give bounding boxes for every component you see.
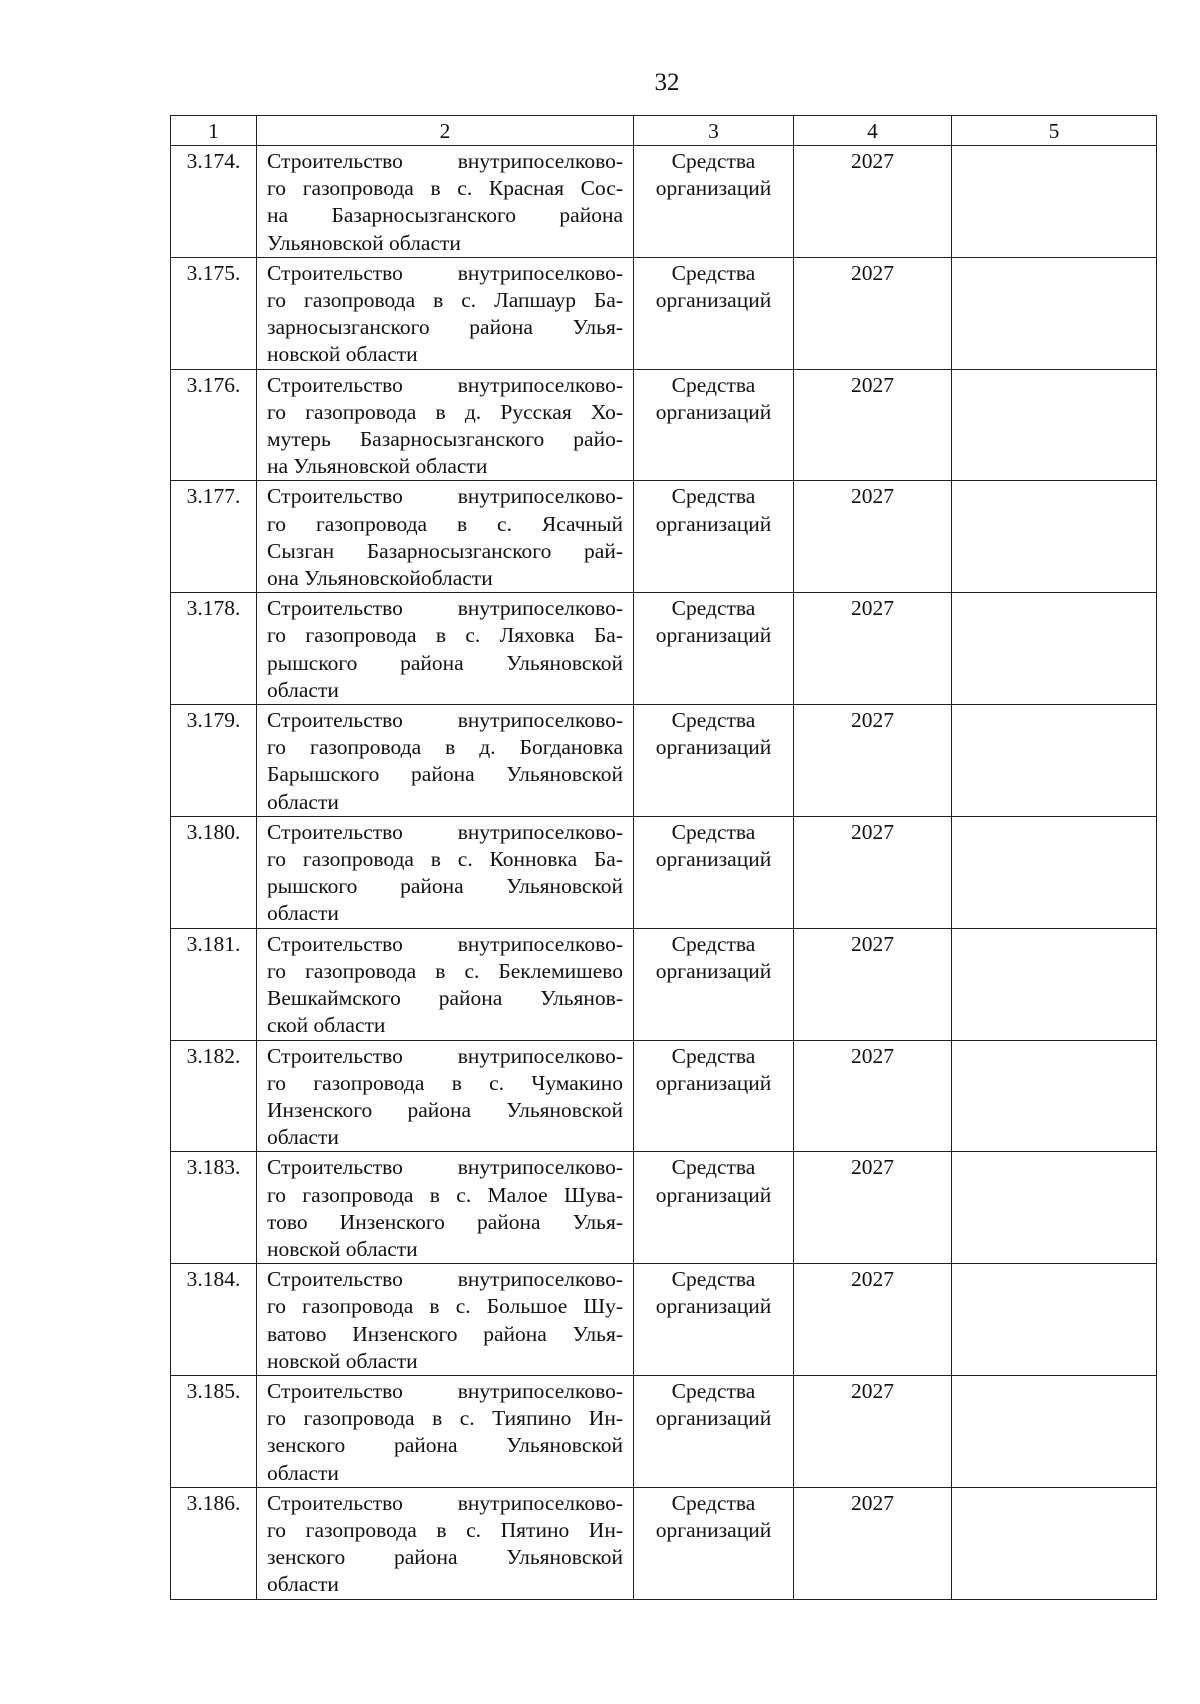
object-name-line: новской области	[267, 1236, 418, 1261]
object-name-line: ватово Инзенского района Улья-	[267, 1321, 623, 1346]
funding-source	[634, 481, 794, 593]
object-name-line: зенского района Ульяновской	[267, 1433, 623, 1458]
object-name-line: Строительство внутрипоселково-	[267, 1043, 623, 1068]
year: 2027	[794, 816, 952, 928]
object-name-line: го газопровода в с. Ясачный	[267, 511, 623, 536]
funding-source	[634, 369, 794, 481]
funding-source	[634, 1264, 794, 1376]
object-name-line: области	[267, 1460, 339, 1485]
funding-source	[634, 816, 794, 928]
object-name-line: области	[267, 677, 339, 702]
object-name	[257, 1040, 634, 1152]
year: 2027	[794, 1375, 952, 1487]
funding-source-line: Средства	[671, 1490, 756, 1515]
table-row	[171, 705, 1157, 817]
object-name-line: новской области	[267, 342, 418, 367]
row-number: 3.175.	[171, 257, 257, 369]
funding-source	[634, 146, 794, 258]
object-name-line: Строительство внутрипоселково-	[267, 372, 623, 397]
funding-source-line: Средства	[671, 484, 756, 509]
funding-source-line: Средства	[671, 149, 756, 173]
object-name-line: го газопровода в д. Русская Хо-	[267, 399, 623, 424]
row-number: 3.174.	[171, 146, 257, 258]
header-col-2: 2	[257, 116, 634, 146]
column-5-cell	[952, 146, 1157, 258]
funding-source-line: организаций	[655, 399, 772, 424]
page-number: 32	[654, 69, 680, 96]
object-name-line: на Ульяновской области	[267, 454, 488, 479]
row-number: 3.183.	[171, 1152, 257, 1264]
column-5-cell	[952, 1487, 1157, 1599]
object-name-line: области	[267, 789, 339, 814]
table-row	[171, 928, 1157, 1040]
object-name-line: го газопровода в с. Ляховка Ба-	[267, 623, 623, 648]
object-name-line: Барышского района Ульяновской	[267, 762, 623, 787]
header-row	[171, 116, 1157, 146]
funding-source	[634, 928, 794, 1040]
object-name-line: Вешкаймского района Ульянов-	[267, 986, 623, 1011]
year: 2027	[794, 1264, 952, 1376]
object-name-line: го газопровода в с. Тияпино Ин-	[267, 1406, 623, 1431]
row-number: 3.184.	[171, 1264, 257, 1376]
object-name-line: го газопровода в д. Богдановка	[267, 735, 623, 760]
object-name	[257, 146, 634, 258]
object-name-line: новской области	[267, 1348, 418, 1373]
funding-source-line: Средства	[671, 1155, 756, 1180]
object-name	[257, 593, 634, 705]
funding-source-line: Средства	[671, 819, 756, 844]
object-name-line: области	[267, 901, 339, 926]
funding-source	[634, 1487, 794, 1599]
funding-source-line: организаций	[655, 176, 772, 201]
header-col-5: 5	[952, 116, 1157, 146]
column-5-cell	[952, 593, 1157, 705]
header-col-4: 4	[794, 116, 952, 146]
row-number: 3.177.	[171, 481, 257, 593]
row-number: 3.181.	[171, 928, 257, 1040]
column-5-cell	[952, 1264, 1157, 1376]
row-number: 3.182.	[171, 1040, 257, 1152]
year: 2027	[794, 146, 952, 258]
object-name-line: зенского района Ульяновской	[267, 1545, 623, 1570]
funding-source-line: Средства	[671, 1267, 756, 1292]
funding-source-line: организаций	[655, 1517, 772, 1542]
object-name	[257, 816, 634, 928]
object-name-line: Сызган Базарносызганского рай-	[267, 538, 623, 563]
object-name-line: Строительство внутрипоселково-	[267, 819, 623, 844]
object-name-line: рышского района Ульяновской	[267, 874, 623, 899]
object-name-line: ской области	[267, 1013, 386, 1038]
object-name-line: на Базарносызганского района	[267, 203, 623, 228]
object-name	[257, 369, 634, 481]
row-number: 3.178.	[171, 593, 257, 705]
object-name-line: Строительство внутрипоселково-	[267, 1155, 623, 1180]
funding-source-line: Средства	[671, 596, 756, 621]
object-name-line: Инзенского района Ульяновской	[267, 1097, 623, 1122]
object-name-line: го газопровода в с. Большое Шу-	[267, 1294, 623, 1319]
object-name-line: зарносызганского района Улья-	[267, 315, 623, 340]
year: 2027	[794, 1487, 952, 1599]
year: 2027	[794, 257, 952, 369]
object-name	[257, 1375, 634, 1487]
object-name-line: тово Инзенского района Улья-	[267, 1209, 623, 1234]
funding-source-line: организаций	[655, 1070, 772, 1095]
funding-source	[634, 1040, 794, 1152]
year: 2027	[794, 928, 952, 1040]
object-name	[257, 257, 634, 369]
object-name-line: го газопровода в с. Красная Сос-	[267, 176, 623, 201]
funding-source	[634, 705, 794, 817]
year: 2027	[794, 1040, 952, 1152]
year: 2027	[794, 705, 952, 817]
object-name	[257, 705, 634, 817]
table-row	[171, 257, 1157, 369]
object-name-line: го газопровода в с. Конновка Ба-	[267, 847, 623, 872]
row-number: 3.176.	[171, 369, 257, 481]
column-5-cell	[952, 257, 1157, 369]
year: 2027	[794, 593, 952, 705]
object-name-line: го газопровода в с. Пятино Ин-	[267, 1517, 623, 1542]
funding-source-line: организаций	[655, 847, 772, 872]
object-name	[257, 481, 634, 593]
table-row	[171, 1375, 1157, 1487]
table-row	[171, 1040, 1157, 1152]
object-name-line: Строительство внутрипоселково-	[267, 1267, 623, 1292]
funding-source-line: Средства	[671, 1043, 756, 1068]
header-col-3: 3	[634, 116, 794, 146]
object-name-line: го газопровода в с. Беклемишево	[267, 958, 623, 983]
object-name-line: Строительство внутрипоселково-	[267, 708, 623, 733]
program-table	[170, 115, 1157, 1600]
row-number: 3.185.	[171, 1375, 257, 1487]
object-name-line: го газопровода в с. Чумакино	[267, 1070, 623, 1095]
funding-source	[634, 1152, 794, 1264]
object-name-line: Строительство внутрипоселково-	[267, 1490, 623, 1515]
table-row	[171, 1152, 1157, 1264]
column-5-cell	[952, 705, 1157, 817]
table-row	[171, 816, 1157, 928]
table-row	[171, 1264, 1157, 1376]
funding-source	[634, 257, 794, 369]
column-5-cell	[952, 1040, 1157, 1152]
object-name-line: области	[267, 1572, 339, 1597]
year: 2027	[794, 1152, 952, 1264]
row-number: 3.180.	[171, 816, 257, 928]
object-name-line: Строительство внутрипоселково-	[267, 484, 623, 509]
object-name-line: Строительство внутрипоселково-	[267, 596, 623, 621]
year: 2027	[794, 481, 952, 593]
year: 2027	[794, 369, 952, 481]
funding-source-line: Средства	[671, 931, 756, 956]
table-row	[171, 1487, 1157, 1599]
table-row	[171, 593, 1157, 705]
column-5-cell	[952, 928, 1157, 1040]
funding-source-line: организаций	[655, 288, 772, 313]
funding-source-line: Средства	[671, 372, 756, 397]
row-number: 3.179.	[171, 705, 257, 817]
funding-source	[634, 1375, 794, 1487]
object-name-line: го газопровода в с. Малое Шува-	[267, 1182, 623, 1207]
funding-source	[634, 593, 794, 705]
object-name	[257, 928, 634, 1040]
table-row	[171, 369, 1157, 481]
column-5-cell	[952, 1152, 1157, 1264]
object-name-line: Строительство внутрипоселково-	[267, 1378, 623, 1403]
funding-source-line: Средства	[671, 1378, 756, 1403]
object-name	[257, 1487, 634, 1599]
funding-source-line: организаций	[655, 1406, 772, 1431]
object-name	[257, 1152, 634, 1264]
funding-source-line: Средства	[671, 260, 756, 285]
object-name-line: го газопровода в с. Лапшаур Ба-	[267, 288, 623, 313]
funding-source-line: организаций	[655, 511, 772, 536]
object-name-line: Строительство внутрипоселково-	[267, 931, 623, 956]
object-name	[257, 1264, 634, 1376]
column-5-cell	[952, 369, 1157, 481]
funding-source-line: организаций	[655, 735, 772, 760]
object-name-line: Строительство внутрипоселково-	[267, 149, 623, 173]
object-name-line: мутерь Базарносызганского райо-	[267, 427, 623, 452]
row-number: 3.186.	[171, 1487, 257, 1599]
object-name-line: она Ульяновскойобласти	[267, 566, 493, 591]
object-name-line: Ульяновской области	[267, 230, 461, 255]
object-name-line: рышского района Ульяновской	[267, 650, 623, 675]
funding-source-line: организаций	[655, 1294, 772, 1319]
header-col-1: 1	[171, 116, 257, 146]
column-5-cell	[952, 816, 1157, 928]
table-row	[171, 481, 1157, 593]
funding-source-line: организаций	[655, 1182, 772, 1207]
object-name-line: области	[267, 1125, 339, 1150]
funding-source-line: Средства	[671, 708, 756, 733]
column-5-cell	[952, 1375, 1157, 1487]
table-row	[171, 146, 1157, 258]
funding-source-line: организаций	[655, 623, 772, 648]
column-5-cell	[952, 481, 1157, 593]
object-name-line: Строительство внутрипоселково-	[267, 260, 623, 285]
funding-source-line: организаций	[655, 958, 772, 983]
